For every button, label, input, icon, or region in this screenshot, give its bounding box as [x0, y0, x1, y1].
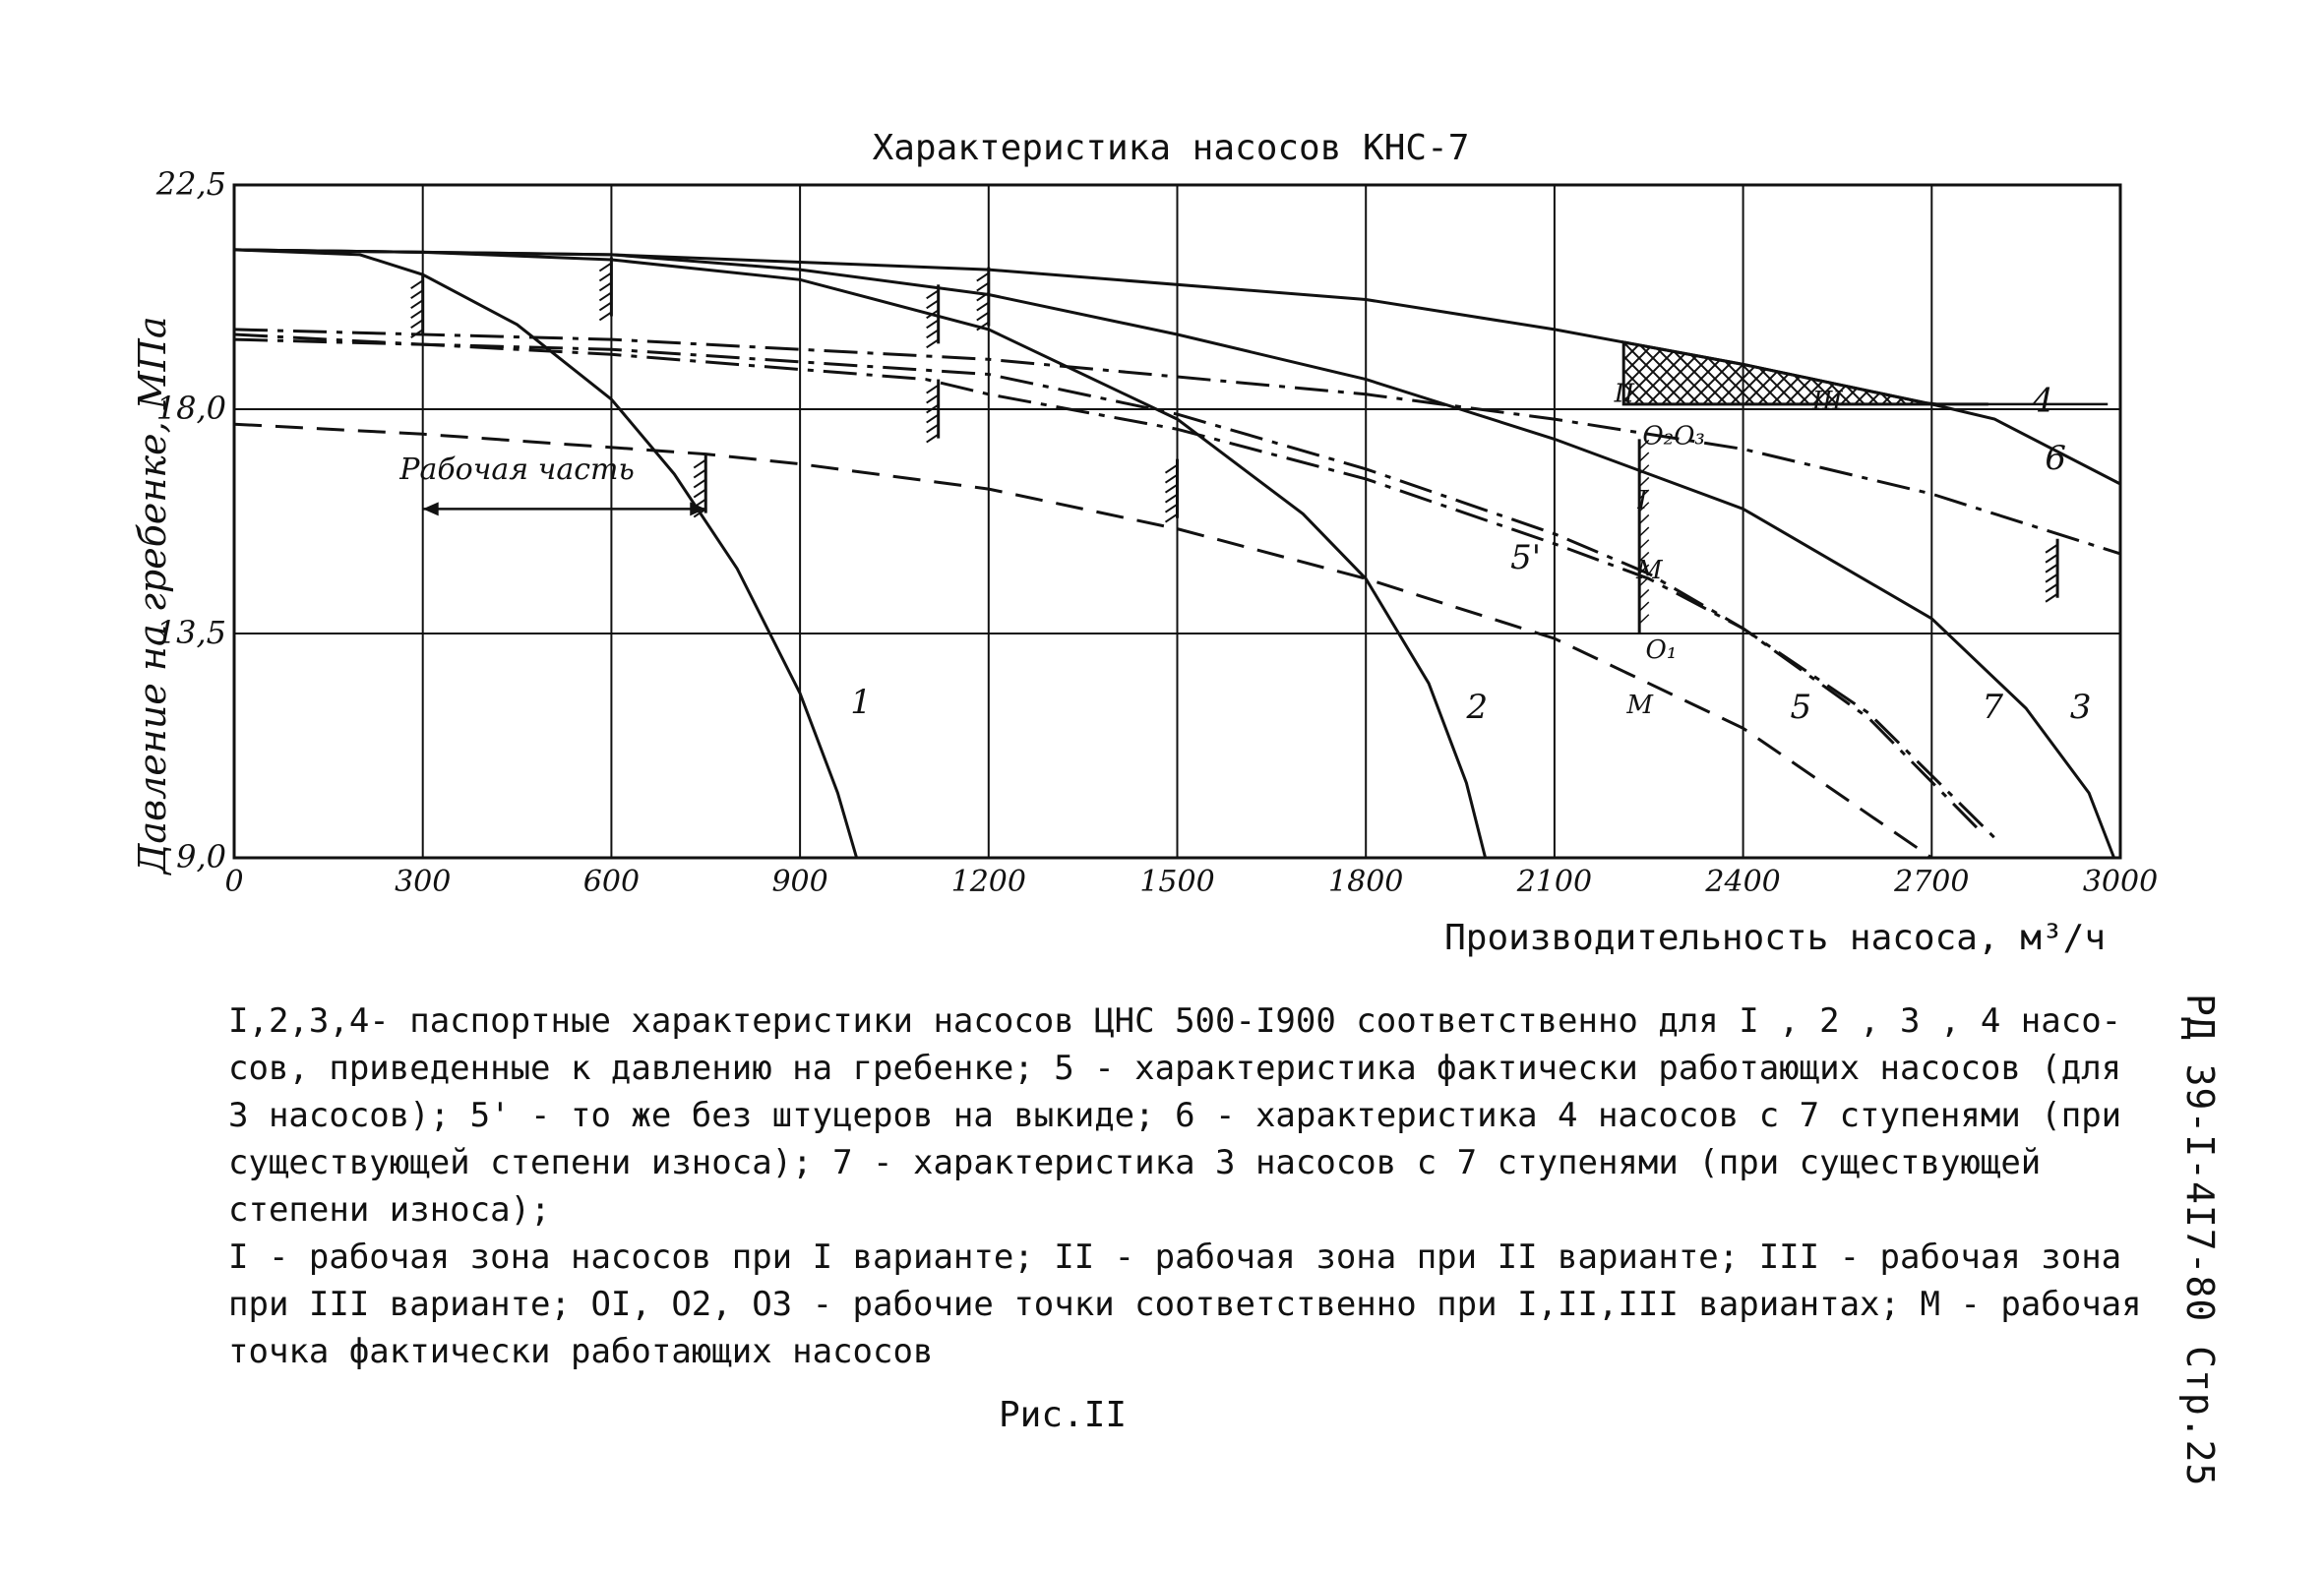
- range-marker-hatch: [599, 282, 611, 290]
- series-label: 2: [1466, 688, 1489, 728]
- annotation-text: O₂O₃: [1642, 421, 1705, 452]
- series-label: 6: [2045, 438, 2066, 478]
- annotation-text: Рабочая часть: [399, 452, 635, 487]
- range-marker-hatch: [2046, 555, 2057, 563]
- series-label: 3: [2069, 688, 2092, 728]
- y-tick-label: 22,5: [155, 165, 226, 203]
- annotation-text: II: [1614, 379, 1635, 409]
- range-marker-hatch: [927, 300, 939, 308]
- x-tick-label: 1800: [1328, 865, 1404, 899]
- range-marker-hatch: [599, 272, 611, 280]
- range-marker-hatch: [927, 425, 939, 433]
- figure-caption: I,2,3,4- паспортные характеристики насосов ЦНС 500-I900 соответственно для I , 2 , 3 , 4 насо- сов, приведенные к давлению на гребенке; 5 - характеристика фактически работающих насосов (для 3 насосов); 5' - то же без штуцеров на выкиде; 6 - характеристика 4 насосов с 7 ступенями (при существующей степени износа); 7 - характеристика 3 насосов с 7 ступенями (при существующей степени износа); I - рабочая зона насосов при I варианте; II - рабочая зона при II варианте; III - рабочая зона при III варианте; OI, O2, O3 - рабочие точки соответственно при I,II,III вариантах; М - рабочая точка фактически работающих насосов: [228, 1001, 2142, 1371]
- x-tick-label: 1200: [950, 865, 1026, 899]
- x-axis-label: Производительность насоса, м³/ч: [1444, 918, 2106, 958]
- range-marker-hatch: [2046, 594, 2057, 602]
- series-line-1: [234, 250, 857, 858]
- x-tick-label: 2400: [1705, 865, 1781, 899]
- range-marker-hatch: [2046, 565, 2057, 573]
- range-marker-hatch: [927, 435, 939, 443]
- range-marker-hatch: [927, 330, 939, 337]
- range-marker-hatch: [411, 280, 423, 288]
- figure-label: Рис.II: [999, 1395, 1128, 1435]
- annotation-text: III: [1811, 386, 1843, 416]
- y-axis-label: Давление на гребенке, МПа: [131, 316, 174, 875]
- range-marker-hatch: [1166, 514, 1178, 522]
- tick-labels: [155, 165, 2158, 899]
- x-tick-label: 300: [395, 865, 452, 899]
- range-marker-hatch: [1166, 465, 1178, 473]
- side-note: [2165, 994, 2233, 1485]
- range-marker-hatch: [2046, 584, 2057, 592]
- range-marker-hatch: [927, 320, 939, 328]
- x-tick-label: 3000: [2082, 865, 2159, 899]
- series-label: 5': [1510, 538, 1542, 578]
- range-marker-hatch: [927, 415, 939, 423]
- range-marker-hatch: [694, 490, 705, 498]
- range-marker-hatch: [977, 283, 989, 291]
- range-marker-hatch: [1166, 485, 1178, 493]
- range-marker-hatch: [927, 395, 939, 403]
- range-marker-hatch: [977, 303, 989, 311]
- range-marker-hatch: [1166, 505, 1178, 513]
- x-tick-label: 2100: [1516, 865, 1593, 899]
- range-marker-hatch: [927, 339, 939, 347]
- y-tick-label: 18,0: [155, 390, 226, 427]
- series-line-5: [234, 424, 1931, 858]
- range-marker-hatch: [977, 313, 989, 321]
- annotation-text: M: [1626, 690, 1654, 720]
- range-marker-hatch: [411, 300, 423, 308]
- range-marker-hatch: [977, 273, 989, 281]
- series-label: 5: [1790, 688, 1812, 728]
- range-marker-hatch: [927, 290, 939, 298]
- range-marker-hatch: [2046, 545, 2057, 553]
- range-marker-hatch: [1166, 475, 1178, 483]
- range-marker-hatch: [927, 386, 939, 393]
- series-label: 7: [1982, 688, 2004, 728]
- range-marker-hatch: [599, 263, 611, 271]
- x-tick-label: 2700: [1894, 865, 1970, 899]
- series-line-3: [234, 250, 2114, 858]
- series-label: 4: [2032, 381, 2054, 421]
- document-code: РД 39-I-4I7-80 Стр.25: [2178, 994, 2222, 1487]
- range-marker-hatch: [694, 480, 705, 488]
- y-tick-label: 9,0: [176, 838, 226, 875]
- annotation-text: I: [1637, 486, 1648, 516]
- range-marker-hatch: [411, 290, 423, 298]
- range-marker-hatch: [694, 470, 705, 478]
- series-label: 1: [850, 683, 872, 723]
- annotations: [398, 379, 1843, 723]
- x-tick-label: 1500: [1139, 865, 1215, 899]
- range-marker-hatch: [599, 292, 611, 300]
- range-marker-hatch: [411, 310, 423, 318]
- range-marker-hatch: [694, 460, 705, 468]
- annotation-text: M: [1635, 556, 1663, 586]
- y-tick-label: 13,5: [155, 614, 226, 651]
- annotation-text: O₁: [1645, 635, 1678, 666]
- chart-title: Характеристика насосов КНС-7: [872, 128, 1470, 168]
- range-marker-hatch: [411, 320, 423, 328]
- x-tick-label: 600: [582, 865, 641, 899]
- range-marker-hatch: [1166, 495, 1178, 503]
- working-zones: [411, 257, 2109, 634]
- range-marker-hatch: [2046, 574, 2057, 582]
- range-marker-hatch: [599, 312, 611, 320]
- x-tick-label: 0: [224, 865, 244, 899]
- range-marker-hatch: [599, 302, 611, 310]
- x-tick-label: 900: [771, 865, 828, 899]
- series-line-7: [234, 339, 1982, 833]
